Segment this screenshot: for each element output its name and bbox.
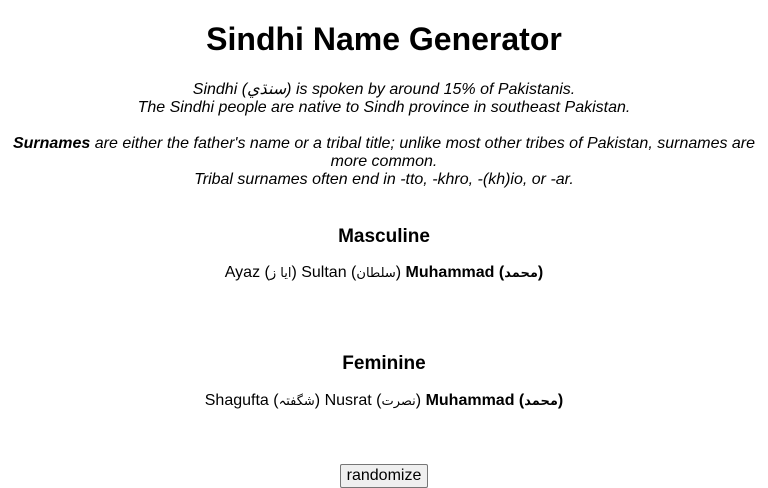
feminine-full-name: Muhammad (محمد) (425, 392, 564, 409)
feminine-name-2-native: نصرت (381, 394, 416, 409)
masculine-full-name: Muhammad (محمد) (405, 264, 544, 281)
intro-text (0, 81, 768, 189)
intro-spacer (8, 117, 760, 135)
masculine-name-2-native: سلطان (356, 266, 396, 281)
feminine-name-1-native: شگفتہ (278, 394, 315, 409)
intro-line-4: Tribal surnames often end in -tto, -khro, -(kh)io, or -ar. (194, 171, 574, 188)
intro-line-3 (8, 135, 760, 171)
intro-line-1: Sindhi (سنڌي) is spoken by around 15% of Pakistanis. (192, 81, 576, 98)
masculine-full-name-native: محمد (504, 266, 538, 281)
randomize-button[interactable]: randomize (340, 464, 429, 488)
masculine-heading: Masculine (338, 226, 430, 247)
masculine-names (0, 263, 768, 284)
masculine-name-1-native: ايا ز (269, 266, 292, 281)
masculine-name-1: Ayaz (ايا ز) (224, 264, 297, 281)
feminine-name-2: Nusrat (نصرت) (324, 392, 422, 409)
button-container (0, 464, 768, 488)
feminine-heading: Feminine (342, 353, 426, 374)
surnames-description: are either the father's name or a tribal title; unlike most other tribes of Pakistan, surnames are more common. (90, 135, 756, 170)
intro-line-2: The Sindhi people are native to Sindh province in southeast Pakistan. (137, 99, 631, 116)
feminine-name-1: Shagufta (شگفتہ) (204, 392, 321, 409)
surnames-label: Surnames (12, 135, 91, 152)
page-title: Sindhi Name Generator (206, 21, 562, 57)
feminine-full-name-native: محمد (524, 394, 558, 409)
masculine-name-2: Sultan (سلطان) (301, 264, 402, 281)
feminine-names (0, 391, 768, 412)
